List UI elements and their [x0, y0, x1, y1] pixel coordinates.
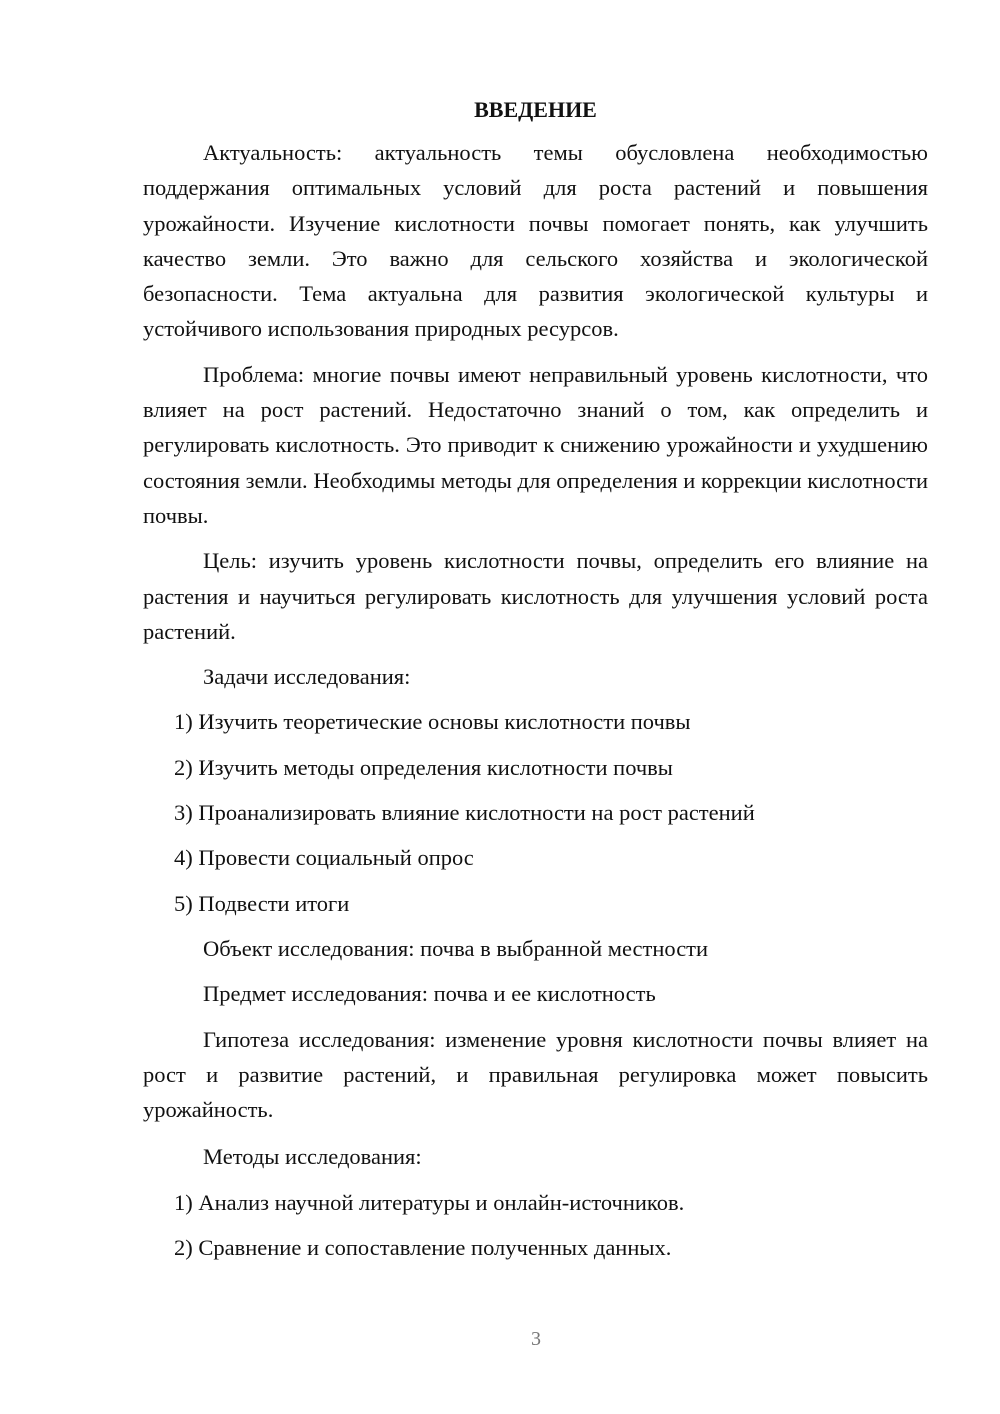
list-item: 1) Анализ научной литературы и онлайн-источников. — [174, 1189, 685, 1215]
page-content — [143, 92, 928, 1265]
list-item: 3) Проанализировать влияние кислотности на рост растений — [174, 800, 755, 826]
goal-paragraph: Цель: изучить уровень кислотности почвы, определить его влияние на растения и научиться регулировать кислотность для улучшения условий роста растений. — [143, 548, 928, 644]
tasks-list — [143, 704, 928, 920]
list-item: 2) Изучить методы определения кислотности почвы — [174, 754, 673, 780]
relevance-paragraph: Актуальность: актуальность темы обусловлена необходимостью поддержания оптимальных условий для роста растений и повышения урожайности. Изучение кислотности почвы помогает понять, как улучшить качество земли. Это важно для сельского хозяйства и экологической безопасности. Тема актуальна для развития экологической культуры и устойчивого использования природных ресурсов. — [143, 140, 928, 342]
problem-paragraph: Проблема: многие почвы имеют неправильный уровень кислотности, что влияет на рост растений. Недостаточно знаний о том, как определить и регулировать кислотность. Это приводит к снижению урожайности и ухудшению состояния земли. Необходимы методы для определения и коррекции кислотности почвы. — [143, 361, 928, 528]
hypothesis-paragraph: Гипотеза исследования: изменение уровня кислотности почвы влияет на рост и развитие растений, и правильная регулировка может повысить урожайность. — [143, 1026, 928, 1123]
subject-line: Предмет исследования: почва и ее кислотность — [203, 981, 656, 1007]
methods-list — [143, 1185, 928, 1266]
list-item: 2) Сравнение и сопоставление полученных данных. — [174, 1235, 672, 1261]
page-number: 3 — [531, 1328, 541, 1350]
page-title: ВВЕДЕНИЕ — [474, 97, 597, 122]
tasks-title: Задачи исследования: — [203, 664, 411, 690]
object-line: Объект исследования: почва в выбранной местности — [203, 935, 709, 961]
list-item: 4) Провести социальный опрос — [174, 845, 474, 871]
list-item: 1) Изучить теоретические основы кислотности почвы — [174, 709, 691, 735]
methods-title: Методы исследования: — [203, 1144, 422, 1170]
list-item: 5) Подвести итоги — [174, 890, 350, 916]
